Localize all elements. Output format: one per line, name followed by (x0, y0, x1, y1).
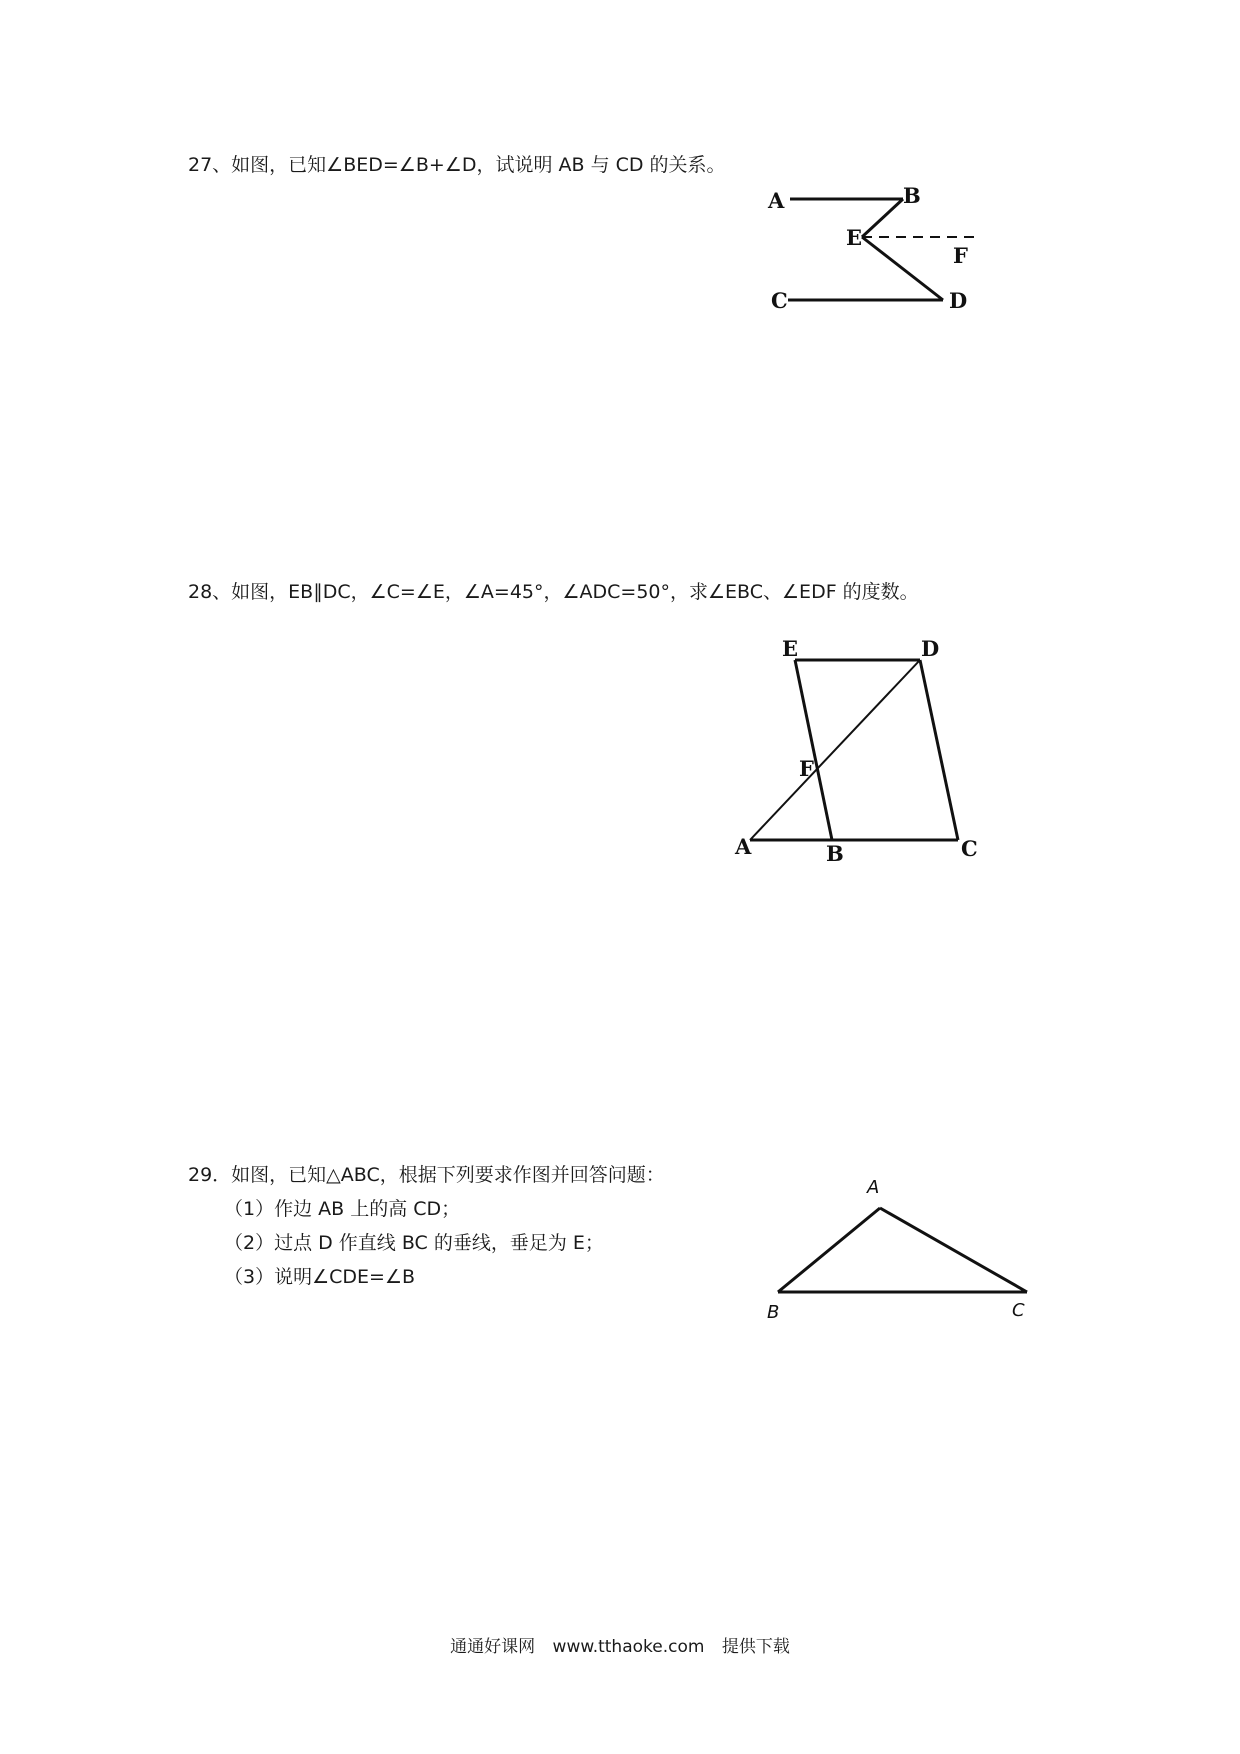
footer-suffix: 提供下载 (721, 1637, 790, 1657)
label-a: A (735, 834, 752, 859)
figure-28 (725, 630, 985, 870)
question-29-item-3: （3）说明∠CDE=∠B (224, 1266, 416, 1288)
segment-eb (795, 660, 832, 840)
question-29-item-2: （2）过点 D 作直线 BC 的垂线，垂足为 E； (224, 1232, 604, 1254)
label-b: B (767, 1302, 780, 1320)
footer-url[interactable]: www.tthaoke.com (552, 1637, 705, 1657)
question-29-text: 29．如图，已知△ABC，根据下列要求作图并回答问题： (188, 1164, 665, 1186)
segment-ac (880, 1208, 1027, 1292)
label-d: D (921, 636, 940, 661)
segment-ad (750, 660, 920, 840)
segment-be (862, 199, 903, 237)
label-b: B (826, 841, 844, 866)
segment-ed (862, 237, 943, 300)
figure-29 (760, 1170, 1040, 1320)
page-footer (0, 1632, 1240, 1657)
label-e: E (782, 636, 799, 661)
label-e: E (846, 225, 863, 250)
figure-27 (760, 180, 990, 315)
label-f: F (953, 243, 968, 268)
label-a: A (867, 1177, 880, 1198)
label-a: A (768, 188, 785, 213)
question-29-item-1: （1）作边 AB 上的高 CD； (224, 1198, 461, 1220)
label-f: F (799, 756, 814, 781)
label-d: D (949, 288, 968, 313)
label-c: C (961, 836, 978, 861)
question-27-text: 27、如图，已知∠BED=∠B+∠D，试说明 AB 与 CD 的关系。 (188, 154, 726, 176)
label-c: C (771, 288, 788, 313)
footer-site-name: 通通好课网 (450, 1637, 536, 1657)
segment-ab (778, 1208, 880, 1292)
label-c: C (1012, 1300, 1025, 1320)
label-b: B (903, 183, 921, 208)
segment-dc (920, 660, 958, 840)
question-28-text: 28、如图，EB∥DC，∠C=∠E，∠A=45°，∠ADC=50°，求∠EBC、∠EDF 的度数。 (188, 581, 919, 603)
